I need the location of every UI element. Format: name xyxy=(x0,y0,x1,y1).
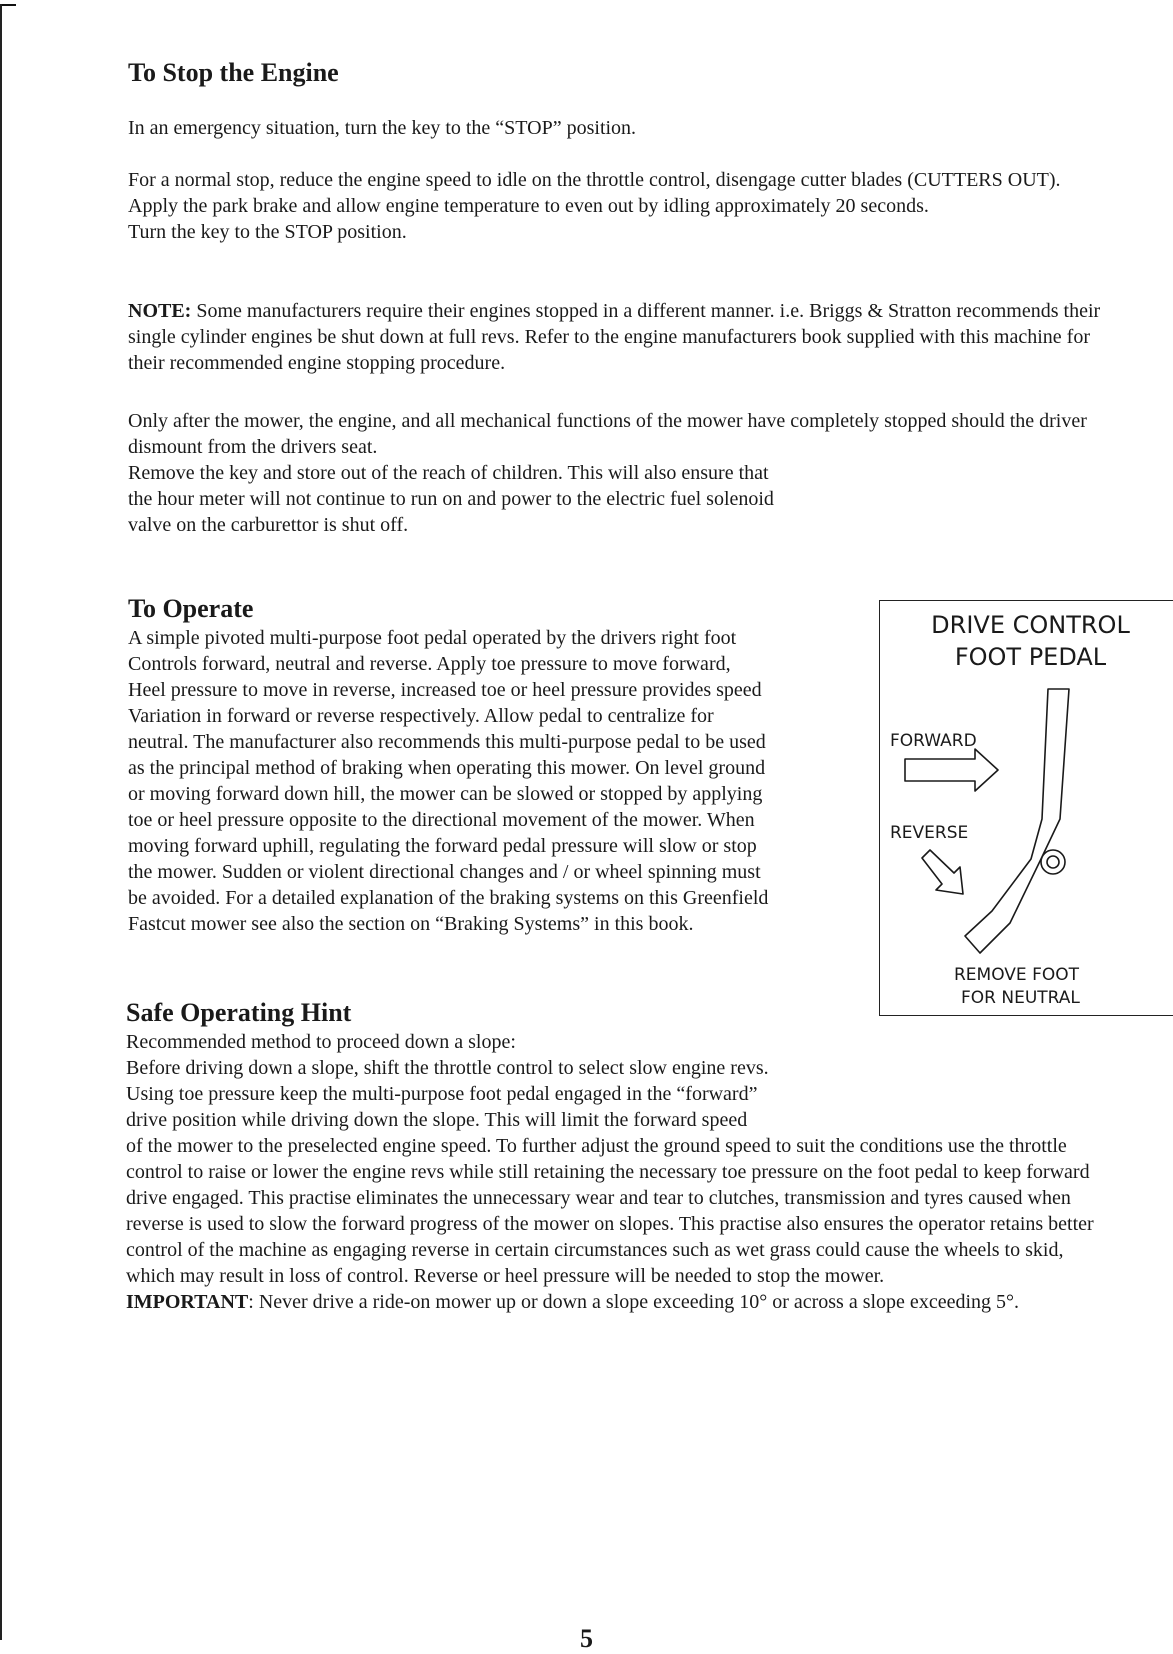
safe-hint-line: control of the machine as engaging reverse in certain circumstances such as wet grass could cause the wheels to skid, xyxy=(126,1239,1064,1261)
pedal-pivot-icon xyxy=(1041,850,1065,874)
forward-arrow-icon xyxy=(905,749,998,791)
diagram-title-line: FOOT PEDAL xyxy=(954,643,1107,671)
forward-label: FORWARD xyxy=(890,731,977,751)
dismount-line: the hour meter will not continue to run on and power to the electric fuel solenoid xyxy=(128,488,774,510)
dismount-line: Only after the mower, the engine, and all mechanical functions of the mower have completely stopped should the driver xyxy=(128,410,1087,432)
neutral-label-line: REMOVE FOOT xyxy=(954,965,1080,985)
operate-line: as the principal method of braking when operating this mower. On level ground xyxy=(128,757,766,779)
operate-line: Controls forward, neutral and reverse. Apply toe pressure to move forward, xyxy=(128,653,731,675)
normal-stop-line: For a normal stop, reduce the engine speed to idle on the throttle control, disengage cutter blades (CUTTERS OUT). xyxy=(128,169,1061,191)
dismount-line: Remove the key and store out of the reach of children. This will also ensure that xyxy=(128,462,769,484)
safe-hint-line: drive position while driving down the slope. This will limit the forward speed xyxy=(126,1109,748,1131)
safe-hint-line: control to raise or lower the engine revs while still retaining the necessary toe pressure on the foot pedal to keep forward xyxy=(126,1161,1090,1183)
safe-hint-line: which may result in loss of control. Reverse or heel pressure will be needed to stop the mower. xyxy=(126,1265,885,1287)
normal-stop-line: Apply the park brake and allow engine temperature to even out by idling approximately 20 seconds. xyxy=(128,195,929,217)
section-heading-operate: To Operate xyxy=(128,594,254,623)
operate-line: Heel pressure to move in reverse, increased toe or heel pressure provides speed xyxy=(128,679,762,701)
safe-hint-line: of the mower to the preselected engine speed. To further adjust the ground speed to suit the conditions use the throttle xyxy=(126,1135,1067,1157)
operate-line: moving forward uphill, regulating the forward pedal pressure will slow or stop xyxy=(128,835,757,857)
operate-line: Fastcut mower see also the section on “Braking Systems” in this book. xyxy=(128,913,694,935)
operate-line: Variation in forward or reverse respectively. Allow pedal to centralize for xyxy=(128,705,714,727)
section-heading-stop-engine: To Stop the Engine xyxy=(128,58,339,87)
operate-line: A simple pivoted multi-purpose foot pedal operated by the drivers right foot xyxy=(128,627,737,649)
note-paragraph xyxy=(128,298,1100,376)
operate-line: toe or heel pressure opposite to the directional movement of the mower. When xyxy=(128,809,755,831)
safe-hint-line: reverse is used to slow the forward progress of the mower on slopes. This practise also ensures the operator retains better xyxy=(126,1213,1094,1235)
safe-hint-line: Before driving down a slope, shift the throttle control to select slow engine revs. xyxy=(126,1057,769,1079)
operate-line: the mower. Sudden or violent directional changes and / or wheel spinning must xyxy=(128,861,761,883)
dismount-paragraph xyxy=(128,408,1087,538)
operate-paragraph xyxy=(128,625,768,937)
normal-stop-line: Turn the key to the STOP position. xyxy=(128,221,407,243)
reverse-arrow-icon xyxy=(922,850,963,894)
normal-stop-paragraph xyxy=(128,167,1061,245)
important-line xyxy=(126,1289,1094,1315)
emergency-stop-line: In an emergency situation, turn the key to the “STOP” position. xyxy=(128,117,637,139)
operate-line: or moving forward down hill, the mower can be slowed or stopped by applying xyxy=(128,783,763,805)
important-label: IMPORTANT xyxy=(126,1291,249,1313)
operate-line: neutral. The manufacturer also recommends this multi-purpose pedal to be used xyxy=(128,731,766,753)
note-line: their recommended engine stopping procedure. xyxy=(128,352,506,374)
operate-line: be avoided. For a detailed explanation of the braking systems on this Greenfield xyxy=(128,887,769,909)
drive-control-diagram xyxy=(879,600,1173,1016)
safe-hint-line: drive engaged. This practise eliminates the unnecessary wear and tear to clutches, transmission and tyres caused when xyxy=(126,1187,1071,1209)
dismount-line: dismount from the drivers seat. xyxy=(128,436,378,458)
dismount-line: valve on the carburettor is shut off. xyxy=(128,514,409,536)
diagram-title-line: DRIVE CONTROL xyxy=(931,611,1130,639)
note-label: NOTE: xyxy=(128,300,192,322)
note-text: Some manufacturers require their engines stopped in a different manner. i.e. Briggs & Stratton recommends their xyxy=(191,300,1101,322)
section-heading-safe-hint: Safe Operating Hint xyxy=(126,998,352,1027)
note-line: single cylinder engines be shut down at full revs. Refer to the engine manufacturers book supplied with this machine for xyxy=(128,326,1090,348)
neutral-label-line: FOR NEUTRAL xyxy=(961,988,1080,1008)
foot-pedal-outline xyxy=(965,689,1069,953)
safe-hint-line: Recommended method to proceed down a slope: xyxy=(126,1031,516,1053)
important-text: : Never drive a ride-on mower up or down a slope exceeding 10° or across a slope exceeding 5°. xyxy=(248,1291,1019,1313)
reverse-label: REVERSE xyxy=(890,823,969,843)
foot-pedal-drawing xyxy=(880,601,1173,1017)
page-edge-mark xyxy=(0,0,18,1636)
safe-hint-line: Using toe pressure keep the multi-purpose foot pedal engaged in the “forward” xyxy=(126,1083,758,1105)
safe-hint-paragraph xyxy=(126,1029,1094,1315)
page-number: 5 xyxy=(580,1624,593,1653)
emergency-stop-paragraph xyxy=(128,115,636,141)
note-line xyxy=(128,298,1100,324)
